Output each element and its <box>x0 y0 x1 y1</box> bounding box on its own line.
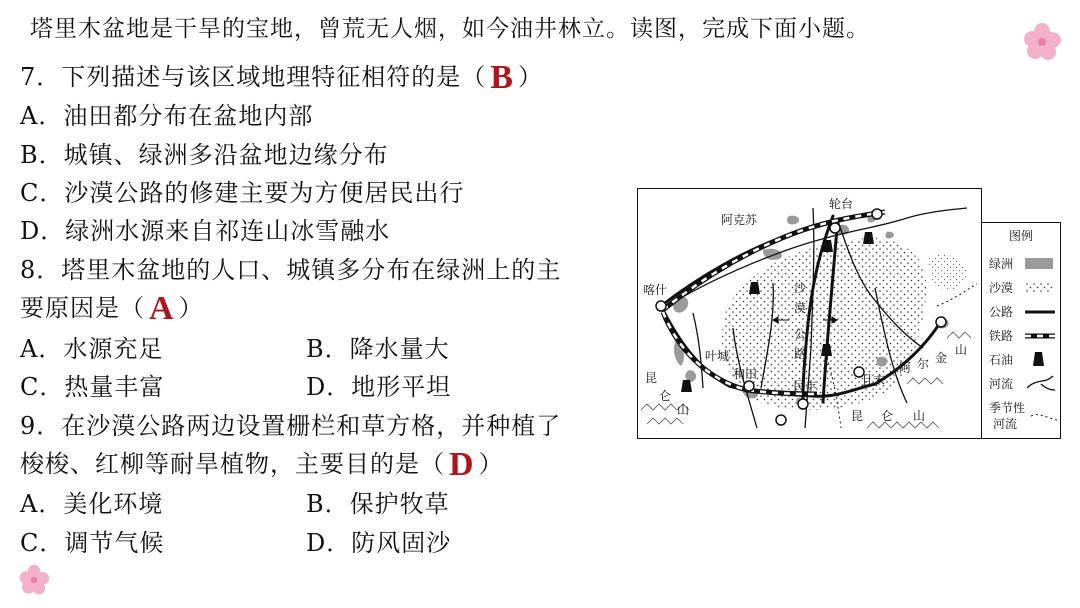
q9-stem-end: ） <box>478 450 504 478</box>
tarim-basin-map <box>637 188 1061 440</box>
label-aerjin-1: 阿 <box>899 361 912 375</box>
q7-option-d: D．绿洲水源来自祁连山冰雪融水 <box>20 217 391 245</box>
legend-oasis-label: 绿洲 <box>989 257 1014 271</box>
q9-option-d: D．防风固沙 <box>306 529 452 557</box>
legend-title: 图例 <box>1009 229 1034 243</box>
label-aerjin-3: 金 <box>935 351 948 365</box>
q9-options-row1 <box>20 489 450 519</box>
label-kunlun-bottom-2: 仑 <box>881 409 894 423</box>
flower-decoration-icon <box>18 564 50 596</box>
label-qiemo: 且末 <box>861 373 886 387</box>
q8-options-row2 <box>20 372 452 402</box>
label-kunlun-left-3: 山 <box>677 403 690 417</box>
q7-stem-end: ） <box>517 63 543 91</box>
flower-decoration-icon <box>1022 22 1062 62</box>
label-yecheng: 叶城 <box>705 349 730 363</box>
label-desert-road-3: 公 <box>794 327 807 341</box>
q8-option-b: B．降水量大 <box>306 335 450 363</box>
q9-option-b: B．保护牧草 <box>306 490 450 518</box>
q8-option-c: C．热量丰富 <box>20 373 165 401</box>
q8-answer: A <box>149 290 175 327</box>
q7-answer: B <box>490 59 514 96</box>
label-luntai: 轮台 <box>829 197 854 211</box>
q9-options-row2 <box>20 528 452 558</box>
q8-options-row1 <box>20 334 450 364</box>
q8-stem-text: 要原因是（ <box>20 294 145 322</box>
q7-stem <box>20 59 543 96</box>
label-desert-road-4: 路 <box>794 347 807 361</box>
q8-stem-end: ） <box>178 294 204 322</box>
q8-option-a: A．水源充足 <box>20 335 164 363</box>
label-aerjin-4: 山 <box>955 343 968 357</box>
q9-stem-line1: 9．在沙漠公路两边设置栅栏和草方格，并种植了 <box>20 412 562 440</box>
legend-desert-label: 沙漠 <box>989 281 1014 295</box>
q8-option-d: D．地形平坦 <box>306 373 452 401</box>
legend-railway-label: 铁路 <box>989 329 1014 343</box>
q8-stem <box>20 290 204 327</box>
legend-oil-label: 石油 <box>989 353 1014 367</box>
q9-answer: D <box>449 446 475 483</box>
legend-oasis-swatch <box>1025 258 1053 269</box>
legend-seasonal-river-label-2: 河流 <box>993 417 1018 431</box>
q8-stem-line1: 8．塔里木盆地的人口、城镇多分布在绿洲上的主 <box>20 256 562 284</box>
q7-option-a: A．油田都分布在盆地内部 <box>20 102 314 130</box>
q7-stem-text: 7．下列描述与该区域地理特征相符的是（ <box>20 63 487 91</box>
label-akesu: 阿克苏 <box>721 213 758 227</box>
q7-option-b: B．城镇、绿洲多沿盆地边缘分布 <box>20 141 389 169</box>
q9-option-c: C．调节气候 <box>20 529 165 557</box>
q9-option-a: A．美化环境 <box>20 490 164 518</box>
label-kunlun-left-1: 昆 <box>645 371 658 385</box>
label-kunlun-bottom-1: 昆 <box>851 409 864 423</box>
label-kunlun-left-2: 仑 <box>659 389 672 403</box>
label-kunlun-bottom-3: 山 <box>913 409 926 423</box>
label-minfeng: 民丰 <box>793 379 818 393</box>
intro-text: 塔里木盆地是干旱的宝地，曾荒无人烟，如今油井林立。读图，完成下面小题。 <box>30 16 870 42</box>
legend-highway-label: 公路 <box>989 305 1014 319</box>
q9-stem-text: 梭梭、红柳等耐旱植物，主要目的是（ <box>20 450 445 478</box>
label-desert-road-1: 沙 <box>794 281 807 295</box>
label-aerjin-2: 尔 <box>917 357 930 371</box>
q7-option-c: C．沙漠公路的修建主要为方便居民出行 <box>20 179 465 207</box>
legend-desert-swatch <box>1025 282 1053 293</box>
label-kashi: 喀什 <box>643 283 668 297</box>
q9-stem <box>20 446 504 483</box>
label-desert-road-2: 漠 <box>794 301 807 315</box>
label-hetian: 和田 <box>733 367 758 381</box>
legend-seasonal-river-label-1: 季节性 <box>989 401 1026 415</box>
legend-river-label: 河流 <box>989 377 1014 391</box>
